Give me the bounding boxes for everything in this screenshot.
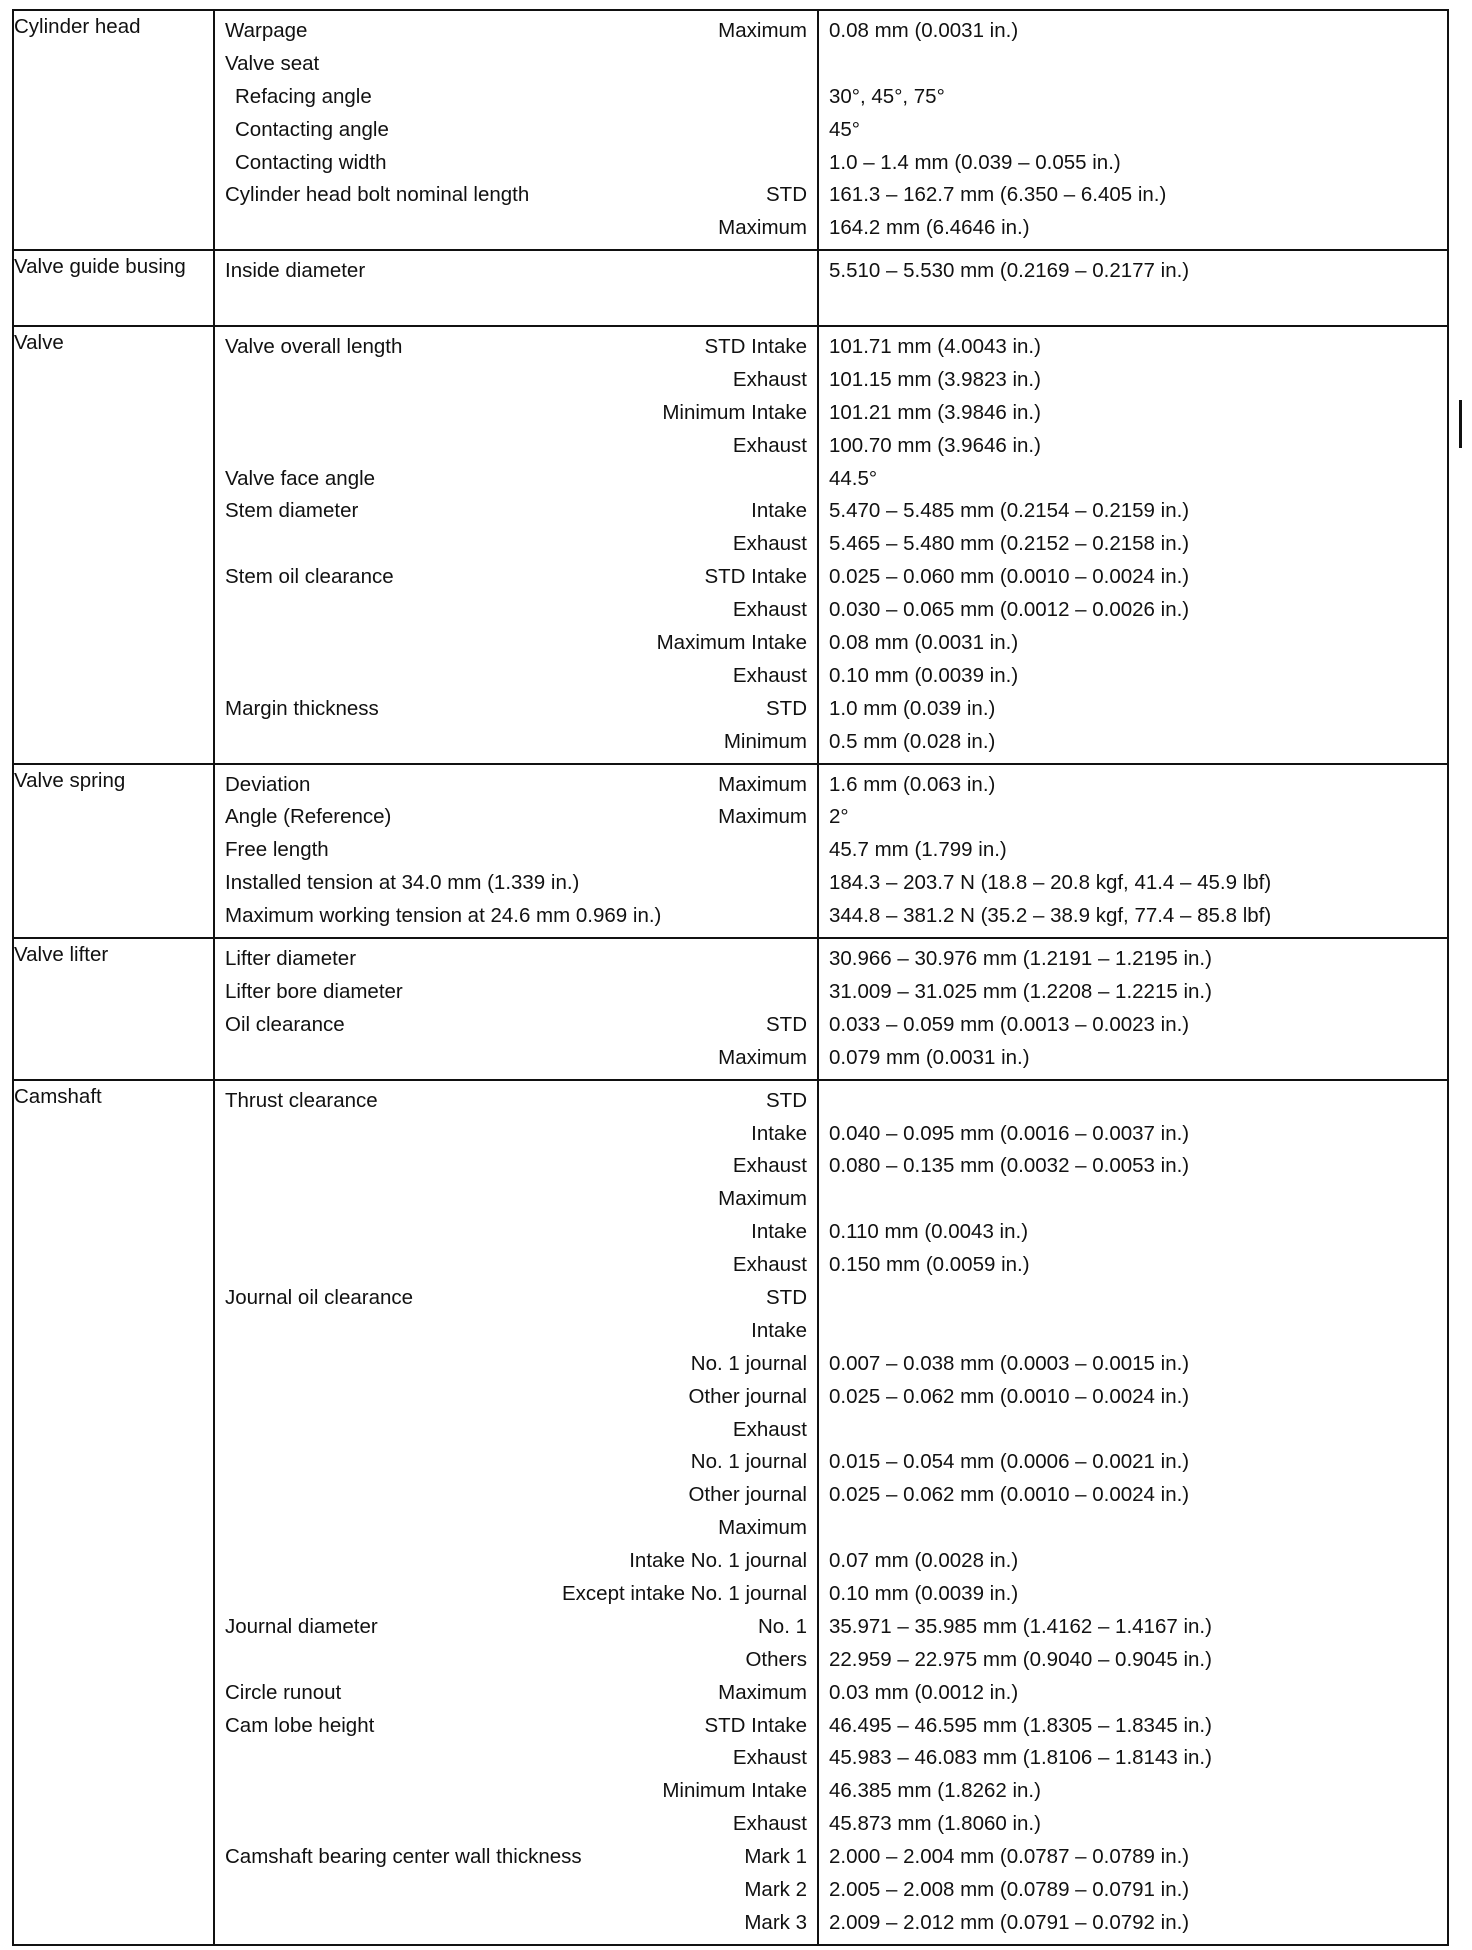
spec-line bbox=[215, 1644, 817, 1677]
spec-qualifier: Mark 3 bbox=[744, 1910, 807, 1934]
spec-qualifier: Exhaust bbox=[732, 1417, 807, 1441]
spec-qualifier: Other journal bbox=[688, 1483, 807, 1507]
spec-label: Lifter bore diameter bbox=[225, 979, 403, 1003]
spec-value bbox=[819, 1085, 1447, 1118]
spec-value: 0.080 – 0.135 mm (0.0032 – 0.0053 in.) bbox=[829, 1154, 1190, 1178]
spec-value: 31.009 – 31.025 mm (1.2208 – 1.2215 in.) bbox=[829, 979, 1212, 1003]
spec-label: Free length bbox=[225, 838, 329, 862]
spec-line bbox=[215, 1710, 817, 1743]
spec-value: 0.025 – 0.060 mm (0.0010 – 0.0024 in.) bbox=[829, 565, 1190, 589]
spec-value: 1.0 mm (0.039 in.) bbox=[829, 696, 996, 720]
spec-value: 0.10 mm (0.0039 in.) bbox=[829, 1581, 1019, 1605]
spec-line bbox=[215, 726, 817, 759]
spec-qualifier: Maximum bbox=[718, 1187, 807, 1211]
spec-value bbox=[819, 1512, 1447, 1545]
spec-line bbox=[215, 1907, 817, 1940]
spec-label: Valve overall length bbox=[225, 335, 403, 359]
spec-value bbox=[819, 1315, 1447, 1348]
spec-value: 101.21 mm (3.9846 in.) bbox=[829, 400, 1041, 424]
section-row bbox=[13, 250, 1448, 326]
spec-qualifier: Intake bbox=[751, 1121, 807, 1145]
value-cell bbox=[818, 326, 1448, 764]
spec-qualifier: No. 1 journal bbox=[690, 1351, 807, 1375]
spec-value: 5.465 – 5.480 mm (0.2152 – 0.2158 in.) bbox=[829, 532, 1190, 556]
spec-label: Refacing angle bbox=[235, 84, 372, 108]
spec-value: 45° bbox=[829, 117, 861, 141]
spec-value bbox=[819, 1183, 1447, 1216]
spec-value bbox=[819, 48, 1447, 81]
value-cell bbox=[818, 938, 1448, 1080]
spec-value: 0.025 – 0.062 mm (0.0010 – 0.0024 in.) bbox=[829, 1384, 1190, 1408]
section-row bbox=[13, 1080, 1448, 1945]
spec-value: 164.2 mm (6.4646 in.) bbox=[829, 216, 1030, 240]
spec-value: 100.70 mm (3.9646 in.) bbox=[829, 433, 1041, 457]
spec-line bbox=[215, 15, 817, 48]
spec-qualifier: Minimum Intake bbox=[662, 1779, 807, 1803]
spec-qualifier: STD Intake bbox=[704, 1713, 807, 1737]
spec-line bbox=[215, 147, 817, 180]
spec-label: Lifter diameter bbox=[225, 947, 357, 971]
spec-value bbox=[819, 1282, 1447, 1315]
spec-label: Thrust clearance bbox=[225, 1088, 378, 1112]
category-cell: Valve spring bbox=[13, 764, 214, 938]
spec-label: Margin thickness bbox=[225, 696, 379, 720]
spec-line bbox=[215, 660, 817, 693]
spec-line bbox=[215, 943, 817, 976]
spec-qualifier: No. 1 journal bbox=[690, 1450, 807, 1474]
item-cell bbox=[214, 938, 818, 1080]
spec-line bbox=[215, 1042, 817, 1075]
spec-qualifier: Minimum bbox=[723, 729, 807, 753]
spec-value: 0.10 mm (0.0039 in.) bbox=[829, 663, 1019, 687]
spec-qualifier: Others bbox=[745, 1647, 807, 1671]
spec-line bbox=[215, 1085, 817, 1118]
spec-qualifier: STD bbox=[766, 1012, 807, 1036]
item-cell bbox=[214, 10, 818, 250]
spec-line bbox=[215, 1315, 817, 1348]
value-cell bbox=[818, 764, 1448, 938]
spec-value: 46.385 mm (1.8262 in.) bbox=[829, 1779, 1041, 1803]
spec-label: Contacting width bbox=[235, 150, 387, 174]
spec-label: Valve face angle bbox=[225, 466, 376, 490]
spec-line bbox=[215, 1479, 817, 1512]
spec-value: 44.5° bbox=[829, 466, 878, 490]
spec-line bbox=[215, 976, 817, 1009]
spec-value: 2.009 – 2.012 mm (0.0791 – 0.0792 in.) bbox=[829, 1910, 1190, 1934]
spec-label: Oil clearance bbox=[225, 1012, 345, 1036]
spec-value: 1.0 – 1.4 mm (0.039 – 0.055 in.) bbox=[829, 150, 1121, 174]
spec-line bbox=[215, 463, 817, 496]
spec-value: 0.030 – 0.065 mm (0.0012 – 0.0026 in.) bbox=[829, 598, 1190, 622]
spec-value: 0.08 mm (0.0031 in.) bbox=[829, 19, 1019, 42]
spec-value: 101.71 mm (4.0043 in.) bbox=[829, 335, 1041, 359]
spec-qualifier: STD Intake bbox=[704, 335, 807, 359]
category-cell: Valve guide busing bbox=[13, 250, 214, 326]
spec-label: Cylinder head bolt nominal length bbox=[225, 183, 530, 207]
spec-label: Stem diameter bbox=[225, 499, 359, 523]
spec-qualifier: STD bbox=[766, 183, 807, 207]
spec-line bbox=[215, 331, 817, 364]
value-cell bbox=[818, 250, 1448, 326]
spec-label: Camshaft bearing center wall thickness bbox=[225, 1845, 582, 1869]
spec-qualifier: Exhaust bbox=[732, 1746, 807, 1770]
spec-line bbox=[215, 1742, 817, 1775]
spec-qualifier: Except intake No. 1 journal bbox=[562, 1581, 807, 1605]
spec-value: 101.15 mm (3.9823 in.) bbox=[829, 367, 1041, 391]
spec-value: 0.015 – 0.054 mm (0.0006 – 0.0021 in.) bbox=[829, 1450, 1190, 1474]
spec-line bbox=[215, 1348, 817, 1381]
spec-line bbox=[215, 1381, 817, 1414]
spec-label: Warpage bbox=[225, 19, 308, 42]
spec-line bbox=[215, 1414, 817, 1447]
spec-qualifier: Exhaust bbox=[732, 1154, 807, 1178]
spec-line bbox=[215, 1009, 817, 1042]
category-cell: Valve lifter bbox=[13, 938, 214, 1080]
spec-line bbox=[215, 1677, 817, 1710]
spec-qualifier: Exhaust bbox=[732, 367, 807, 391]
spec-label: Journal oil clearance bbox=[225, 1285, 414, 1309]
spec-line bbox=[215, 1512, 817, 1545]
spec-line bbox=[215, 212, 817, 245]
spec-line bbox=[215, 834, 817, 867]
spec-qualifier: Exhaust bbox=[732, 663, 807, 687]
spec-label: Deviation bbox=[225, 772, 311, 796]
spec-value: 0.150 mm (0.0059 in.) bbox=[829, 1253, 1030, 1277]
item-cell bbox=[214, 764, 818, 938]
spec-line bbox=[215, 48, 817, 81]
spec-line bbox=[215, 430, 817, 463]
spec-line bbox=[215, 594, 817, 627]
spec-line bbox=[215, 1841, 817, 1874]
section-row bbox=[13, 938, 1448, 1080]
value-cell bbox=[818, 10, 1448, 250]
spec-qualifier: Intake bbox=[751, 499, 807, 523]
spec-line bbox=[215, 114, 817, 147]
spec-qualifier: Minimum Intake bbox=[662, 400, 807, 424]
category-cell: Valve bbox=[13, 326, 214, 764]
spec-qualifier: Exhaust bbox=[732, 532, 807, 556]
spec-value: 0.040 – 0.095 mm (0.0016 – 0.0037 in.) bbox=[829, 1121, 1190, 1145]
spec-line bbox=[215, 179, 817, 212]
spec-value: 0.110 mm (0.0043 in.) bbox=[829, 1220, 1029, 1244]
spec-line bbox=[215, 1611, 817, 1644]
spec-qualifier: Maximum bbox=[718, 1045, 807, 1069]
spec-line bbox=[215, 1282, 817, 1315]
spec-value: 30°, 45°, 75° bbox=[829, 84, 945, 108]
category-cell: Camshaft bbox=[13, 1080, 214, 1945]
spec-value: 1.6 mm (0.063 in.) bbox=[829, 772, 996, 796]
spec-value: 161.3 – 162.7 mm (6.350 – 6.405 in.) bbox=[829, 183, 1167, 207]
spec-qualifier: Mark 1 bbox=[744, 1845, 807, 1869]
spec-line bbox=[215, 1874, 817, 1907]
spec-line bbox=[215, 255, 817, 288]
spec-value: 184.3 – 203.7 N (18.8 – 20.8 kgf, 41.4 – 45.9 lbf) bbox=[829, 871, 1272, 895]
spec-value: 22.959 – 22.975 mm (0.9040 – 0.9045 in.) bbox=[829, 1647, 1212, 1671]
spec-value: 35.971 – 35.985 mm (1.4162 – 1.4167 in.) bbox=[829, 1614, 1212, 1638]
spec-qualifier: Exhaust bbox=[732, 1812, 807, 1836]
spec-label: Journal diameter bbox=[225, 1614, 378, 1638]
spec-line bbox=[215, 1775, 817, 1808]
spec-qualifier: Exhaust bbox=[732, 598, 807, 622]
spec-value: 45.7 mm (1.799 in.) bbox=[829, 838, 1007, 862]
item-cell bbox=[214, 326, 818, 764]
spec-value: 0.07 mm (0.0028 in.) bbox=[829, 1549, 1019, 1573]
spec-line bbox=[215, 1545, 817, 1578]
spec-line bbox=[215, 288, 817, 321]
spec-qualifier: STD bbox=[766, 1088, 807, 1112]
spec-qualifier: Intake No. 1 journal bbox=[629, 1549, 807, 1573]
spec-line bbox=[215, 1249, 817, 1282]
spec-label: Contacting angle bbox=[235, 117, 389, 141]
spec-qualifier: Maximum bbox=[718, 772, 807, 796]
item-cell bbox=[214, 1080, 818, 1945]
spec-value: 0.079 mm (0.0031 in.) bbox=[829, 1045, 1030, 1069]
spec-value: 0.025 – 0.062 mm (0.0010 – 0.0024 in.) bbox=[829, 1483, 1190, 1507]
spec-qualifier: STD Intake bbox=[704, 565, 807, 589]
spec-qualifier: STD bbox=[766, 1285, 807, 1309]
spec-value: 0.5 mm (0.028 in.) bbox=[829, 729, 996, 753]
spec-line bbox=[215, 561, 817, 594]
spec-label: Stem oil clearance bbox=[225, 565, 394, 589]
spec-value: 2.000 – 2.004 mm (0.0787 – 0.0789 in.) bbox=[829, 1845, 1190, 1869]
spec-value: 2.005 – 2.008 mm (0.0789 – 0.0791 in.) bbox=[829, 1877, 1190, 1901]
spec-line bbox=[215, 1446, 817, 1479]
spec-value: 45.873 mm (1.8060 in.) bbox=[829, 1812, 1041, 1836]
spec-qualifier: Other journal bbox=[688, 1384, 807, 1408]
spec-qualifier: Maximum bbox=[718, 1680, 807, 1704]
spec-value: 0.03 mm (0.0012 in.) bbox=[829, 1680, 1019, 1704]
spec-line bbox=[215, 528, 817, 561]
spec-table bbox=[12, 9, 1449, 1946]
section-row bbox=[13, 764, 1448, 938]
spec-label: Maximum working tension at 24.6 mm 0.969 in.) bbox=[225, 904, 662, 928]
spec-value bbox=[819, 1414, 1447, 1447]
spec-line bbox=[215, 769, 817, 802]
spec-qualifier: Mark 2 bbox=[744, 1877, 807, 1901]
spec-line bbox=[215, 364, 817, 397]
spec-qualifier: Intake bbox=[751, 1318, 807, 1342]
spec-value: 2° bbox=[829, 805, 849, 829]
spec-line bbox=[215, 693, 817, 726]
spec-label: Installed tension at 34.0 mm (1.339 in.) bbox=[225, 871, 580, 895]
spec-label: Circle runout bbox=[225, 1680, 342, 1704]
spec-line bbox=[215, 1183, 817, 1216]
spec-label: Cam lobe height bbox=[225, 1713, 375, 1737]
spec-value: 5.470 – 5.485 mm (0.2154 – 0.2159 in.) bbox=[829, 499, 1190, 523]
value-cell bbox=[818, 1080, 1448, 1945]
spec-value: 30.966 – 30.976 mm (1.2191 – 1.2195 in.) bbox=[829, 947, 1212, 971]
spec-line bbox=[215, 867, 817, 900]
spec-value: 45.983 – 46.083 mm (1.8106 – 1.8143 in.) bbox=[829, 1746, 1212, 1770]
spec-qualifier: STD bbox=[766, 696, 807, 720]
spec-qualifier: Intake bbox=[751, 1220, 807, 1244]
spec-qualifier: Maximum bbox=[718, 805, 807, 829]
spec-value: 0.007 – 0.038 mm (0.0003 – 0.0015 in.) bbox=[829, 1351, 1190, 1375]
spec-qualifier: Maximum bbox=[718, 216, 807, 240]
spec-label: Angle (Reference) bbox=[225, 805, 392, 829]
spec-line bbox=[215, 1118, 817, 1151]
spec-line bbox=[215, 900, 817, 933]
spec-line bbox=[215, 801, 817, 834]
spec-line bbox=[215, 1808, 817, 1841]
margin-change-bar bbox=[1459, 400, 1462, 448]
spec-qualifier: Maximum bbox=[718, 1516, 807, 1540]
spec-label: Inside diameter bbox=[225, 259, 366, 283]
spec-line bbox=[215, 627, 817, 660]
spec-qualifier: Maximum Intake bbox=[656, 631, 807, 655]
spec-qualifier: Exhaust bbox=[732, 1253, 807, 1277]
spec-qualifier: Exhaust bbox=[732, 433, 807, 457]
section-row bbox=[13, 326, 1448, 764]
spec-line bbox=[215, 81, 817, 114]
spec-line bbox=[215, 1578, 817, 1611]
spec-value: 0.033 – 0.059 mm (0.0013 – 0.0023 in.) bbox=[829, 1012, 1190, 1036]
spec-label: Valve seat bbox=[225, 51, 320, 75]
spec-line bbox=[215, 1150, 817, 1183]
item-cell bbox=[214, 250, 818, 326]
spec-qualifier: No. 1 bbox=[758, 1614, 807, 1638]
spec-value: 0.08 mm (0.0031 in.) bbox=[829, 631, 1019, 655]
spec-value: 5.510 – 5.530 mm (0.2169 – 0.2177 in.) bbox=[829, 259, 1190, 283]
spec-line bbox=[215, 1216, 817, 1249]
spec-value: 344.8 – 381.2 N (35.2 – 38.9 kgf, 77.4 – 85.8 lbf) bbox=[829, 904, 1272, 928]
spec-table-body bbox=[13, 10, 1448, 1945]
section-row bbox=[13, 10, 1448, 250]
spec-value: 46.495 – 46.595 mm (1.8305 – 1.8345 in.) bbox=[829, 1713, 1212, 1737]
spec-line bbox=[215, 495, 817, 528]
category-cell: Cylinder head bbox=[13, 10, 214, 250]
spec-line bbox=[215, 397, 817, 430]
spec-value bbox=[819, 288, 1447, 321]
spec-qualifier: Maximum bbox=[718, 19, 807, 42]
